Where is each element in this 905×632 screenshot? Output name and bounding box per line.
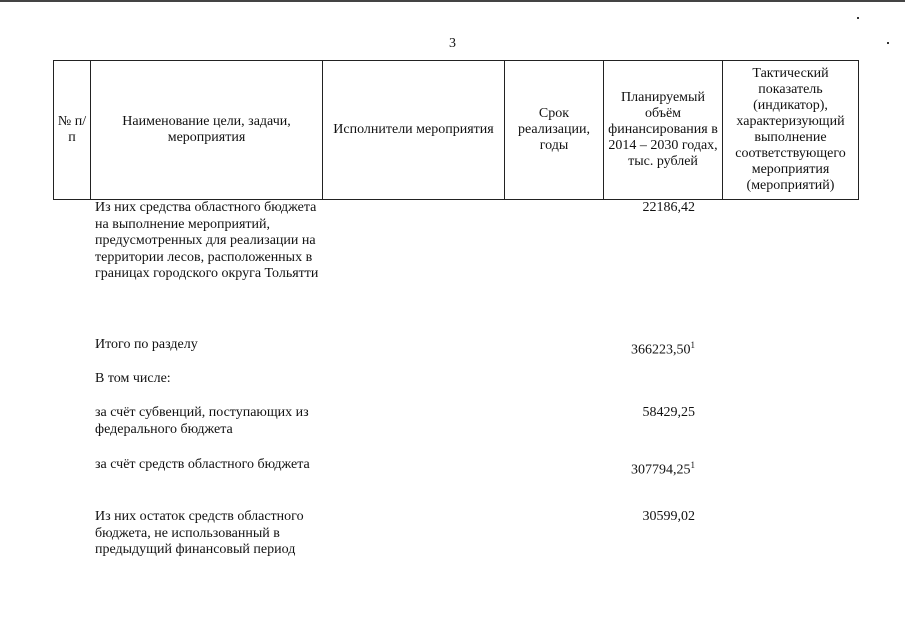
header-name: Наименование цели, задачи, мероприятия [91,61,323,200]
header-financing: Планируемый объём финансирования в 2014 – 2030 годах, тыс. рублей [604,61,723,200]
table-header [53,60,859,200]
header-term: Срок реализации, годы [505,61,604,200]
row-value: 307794,25$^1$ [631,460,695,478]
page-number: 3 [449,36,456,51]
scan-speck [857,17,859,19]
row-text: Итого по разделу [95,337,198,352]
row-text: В том числе: [95,371,171,386]
row-text: за счёт средств областного бюджета [95,457,310,472]
scan-edge [0,0,905,2]
row-text: за счёт субвенций, поступающих из федерального бюджета [95,405,309,437]
footnote-mark: 1 [690,460,695,470]
header-executors: Исполнители мероприятия [323,61,505,200]
row-text: Из них остаток средств областного бюджета, не использованный в предыдущий финансовый период [95,509,304,557]
row-value: 58429,25 [642,405,695,420]
row-value: 22186,42 [642,200,695,215]
header-number: № п/п [54,61,91,200]
row-text: Из них средства областного бюджета на выполнение мероприятий, предусмотренных для реализации на территории лесов, расположенных в границах городского округа Тольятти [95,200,319,281]
footnote-mark: 1 [690,340,695,350]
row-value: 366223,50$^1$ [631,340,695,358]
header-indicator: Тактический показатель (индикатор), характеризующий выполнение соответствующего мероприятия (мероприятий) [723,61,859,200]
row-value: 30599,02 [642,509,695,524]
